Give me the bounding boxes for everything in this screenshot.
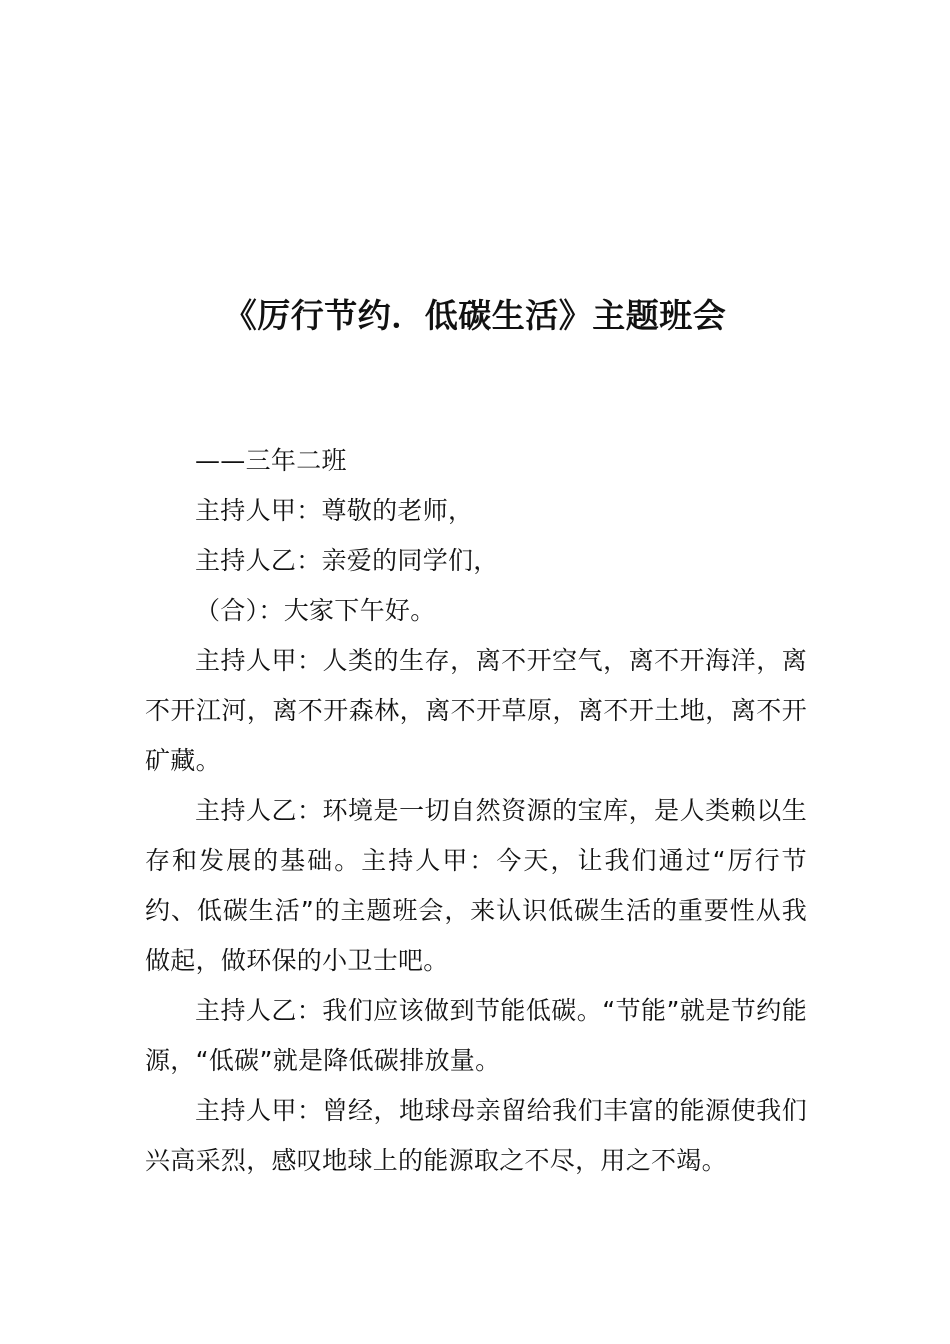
- document-body: [145, 436, 807, 1186]
- host-b-paragraph-2: 主持人乙：我们应该做到节能低碳。“节能”就是节约能源，“低碳”就是降低碳排放量。: [145, 996, 807, 1075]
- together-greeting: （合）：大家下午好。: [195, 596, 436, 625]
- host-b-greeting: 主持人乙：亲爱的同学们，: [195, 546, 499, 575]
- host-b-paragraph-1: 主持人乙：环境是一切自然资源的宝库，是人类赖以生存和发展的基础。主持人甲：今天，让我们通过“厉行节约、低碳生活”的主题班会，来认识低碳生活的重要性从我做起，做环保的小卫士吧。: [145, 796, 807, 975]
- host-a-greeting: 主持人甲：尊敬的老师，: [195, 496, 474, 525]
- host-a-paragraph-1: 主持人甲：人类的生存，离不开空气，离不开海洋，离不开江河，离不开森林，离不开草原，离不开土地，离不开矿藏。: [145, 646, 807, 775]
- host-a-paragraph-2: 主持人甲：曾经，地球母亲留给我们丰富的能源使我们兴高采烈，感叹地球上的能源取之不尽，用之不竭。: [145, 1096, 807, 1175]
- class-name-line: ——三年二班: [195, 446, 347, 475]
- document-title: 《厉行节约．低碳生活》主题班会: [223, 296, 727, 335]
